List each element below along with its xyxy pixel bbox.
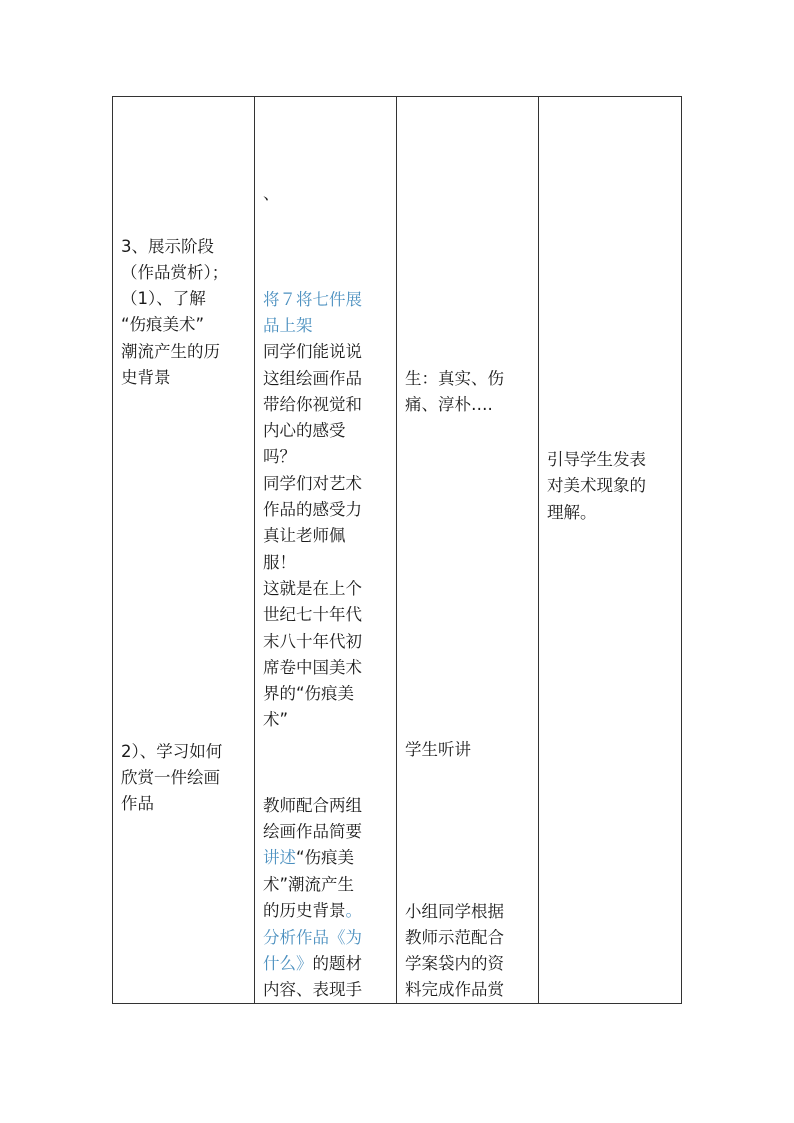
teacher-line: 这就是在上个 (263, 579, 362, 598)
intent-line: 理解。 (547, 503, 597, 522)
teacher-activity-cell (255, 97, 397, 1004)
teacher-line-mixed (263, 845, 354, 871)
stage-line: 潮流产生的历 (121, 342, 220, 361)
teacher-line: 内容、表现手 (263, 980, 362, 999)
student-line: 教师示范配合 (405, 928, 504, 947)
teacher-line: 术” (263, 710, 289, 729)
intent-line: 对美术现象的 (547, 476, 646, 495)
teacher-line: 带给你视觉和 (263, 395, 362, 414)
student-activity-cell (397, 97, 539, 1004)
teacher-line: 内心的感受 (263, 421, 346, 440)
teacher-line: 席卷中国美术 (263, 658, 362, 677)
teacher-line-mixed (263, 951, 362, 977)
stage-line: （1）、了解 (121, 289, 206, 308)
dash-mark: 、 (263, 184, 280, 203)
teacher-line: 真让老师佩 (263, 526, 346, 545)
teacher-text: 的历史背景 (263, 901, 346, 920)
teacher-text: “伤痕美 (296, 848, 355, 867)
teacher-line: 品上架 (263, 316, 313, 335)
teacher-line: 界的“伤痕美 (263, 684, 355, 703)
intent-line: 引导学生发表 (547, 450, 646, 469)
teacher-line: 术”潮流产生 (263, 875, 355, 894)
lesson-plan-table (112, 96, 682, 1004)
student-line: 痛、淳朴…. (405, 395, 493, 414)
teacher-text-highlight: 。 (345, 901, 362, 920)
table-row (113, 97, 682, 1004)
teacher-line: 服！ (263, 553, 296, 572)
stage-line: “伤痕美术” (121, 315, 205, 334)
teacher-text-highlight: 什么》 (263, 954, 313, 973)
teacher-line: 这组绘画作品 (263, 369, 362, 388)
teacher-line: 世纪七十年代 (263, 605, 362, 624)
teacher-line: 教师配合两组 (263, 796, 362, 815)
teacher-line: 作品的感受力 (263, 500, 362, 519)
student-line: 生：真实、伤 (405, 369, 504, 388)
teacher-line: 末八十年代初 (263, 632, 362, 651)
stage-line: （作品赏析）； (121, 263, 229, 282)
teacher-text: 的题材 (312, 954, 362, 973)
teacher-line: 吗？ (263, 447, 296, 466)
student-line: 学生听讲 (405, 740, 471, 759)
teacher-line-mixed (263, 898, 362, 924)
stage-line: 欣赏一件绘画 (121, 768, 220, 787)
teacher-line: 分析作品《为 (263, 928, 362, 947)
teacher-line: 同学们对艺术 (263, 474, 362, 493)
teacher-line: 绘画作品简要 (263, 822, 362, 841)
stage-cell (113, 97, 255, 1004)
student-line: 学案袋内的资 (405, 954, 504, 973)
design-intent-cell (539, 97, 682, 1004)
teacher-line: 同学们能说说 (263, 342, 362, 361)
teacher-line: 将７将七件展 (263, 290, 362, 309)
stage-line: 2）、学习如何 (121, 742, 223, 761)
student-line: 料完成作品赏 (405, 980, 504, 999)
stage-line: 3、展示阶段 (121, 237, 214, 256)
stage-line: 作品 (121, 794, 154, 813)
student-line: 小组同学根据 (405, 902, 504, 921)
teacher-text-highlight: 讲述 (263, 848, 296, 867)
stage-line: 史背景 (121, 368, 171, 387)
